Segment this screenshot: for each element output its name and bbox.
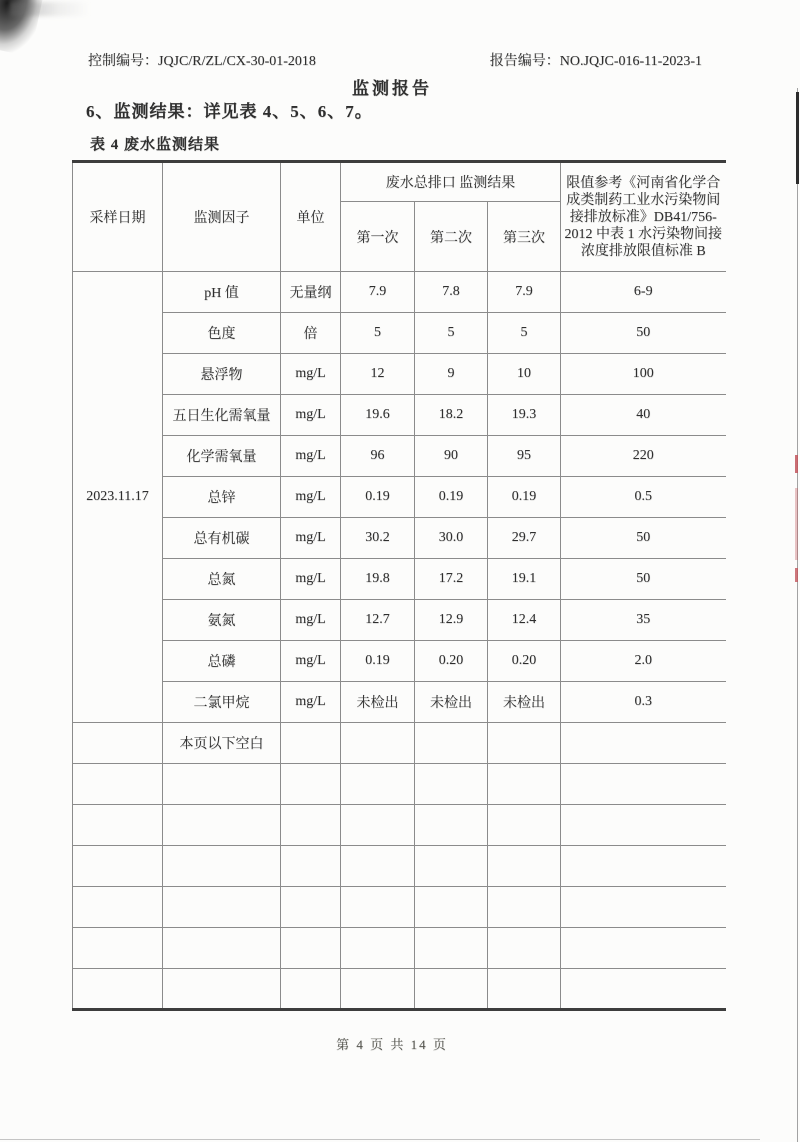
factor-cell: pH 值 (163, 272, 281, 313)
empty-cell (488, 969, 561, 1010)
empty-cell (281, 928, 341, 969)
empty-cell (281, 723, 341, 764)
factor-cell: 总有机碳 (163, 518, 281, 559)
unit-cell: 无量纲 (281, 272, 341, 313)
empty-cell (561, 969, 726, 1010)
result-1-cell: 12.7 (341, 600, 415, 641)
unit-cell: mg/L (281, 354, 341, 395)
page-number-footer: 第 4 页 共 14 页 (336, 1037, 448, 1052)
wastewater-results-table (72, 160, 726, 1011)
empty-cell (341, 969, 415, 1010)
result-2-cell: 17.2 (415, 559, 488, 600)
empty-cell (163, 969, 281, 1010)
limit-cell: 50 (561, 518, 726, 559)
empty-cell (488, 846, 561, 887)
result-2-cell: 0.20 (415, 641, 488, 682)
factor-cell: 氨氮 (163, 600, 281, 641)
result-3-cell: 29.7 (488, 518, 561, 559)
result-1-cell: 19.8 (341, 559, 415, 600)
result-3-cell: 19.3 (488, 395, 561, 436)
result-2-cell: 90 (415, 436, 488, 477)
empty-cell (73, 846, 163, 887)
table-header (73, 162, 726, 272)
empty-cell (281, 805, 341, 846)
empty-cell (415, 969, 488, 1010)
header-run-2: 第二次 (415, 202, 488, 272)
empty-cell (281, 846, 341, 887)
data-row (73, 272, 726, 313)
empty-cell (73, 887, 163, 928)
header-outlet-group: 废水总排口 监测结果 (341, 162, 561, 202)
header-sample-date: 采样日期 (73, 162, 163, 272)
data-row (73, 559, 726, 600)
result-1-cell: 7.9 (341, 272, 415, 313)
result-1-cell: 5 (341, 313, 415, 354)
data-row (73, 518, 726, 559)
unit-cell: mg/L (281, 641, 341, 682)
header-row-1 (73, 162, 726, 202)
limit-cell: 2.0 (561, 641, 726, 682)
result-2-cell: 9 (415, 354, 488, 395)
limit-cell: 100 (561, 354, 726, 395)
empty-cell (163, 764, 281, 805)
data-row (73, 313, 726, 354)
empty-cell (281, 969, 341, 1010)
empty-cell (561, 928, 726, 969)
result-3-cell: 0.20 (488, 641, 561, 682)
factor-cell: 色度 (163, 313, 281, 354)
data-row (73, 641, 726, 682)
empty-cell (488, 928, 561, 969)
unit-cell: mg/L (281, 518, 341, 559)
limit-cell: 0.3 (561, 682, 726, 723)
empty-cell (163, 846, 281, 887)
empty-cell (561, 723, 726, 764)
result-2-cell: 18.2 (415, 395, 488, 436)
table-caption: 表 4 废水监测结果 (90, 137, 221, 153)
limit-cell: 50 (561, 559, 726, 600)
result-1-cell: 未检出 (341, 682, 415, 723)
result-2-cell: 12.9 (415, 600, 488, 641)
limit-cell: 0.5 (561, 477, 726, 518)
empty-cell (488, 887, 561, 928)
empty-cell (561, 846, 726, 887)
results-table-body (73, 272, 726, 1010)
factor-cell: 二氯甲烷 (163, 682, 281, 723)
factor-cell: 五日生化需氧量 (163, 395, 281, 436)
header-limit-reference: 限值参考《河南省化学合成类制药工业水污染物间接排放标准》DB41/756-2012 中表 1 水污染物间接浓度排放限值标准 B (561, 162, 726, 272)
data-row (73, 477, 726, 518)
result-1-cell: 19.6 (341, 395, 415, 436)
empty-row (73, 805, 726, 846)
empty-cell (73, 723, 163, 764)
unit-cell: mg/L (281, 559, 341, 600)
factor-cell: 总氮 (163, 559, 281, 600)
empty-cell (73, 928, 163, 969)
empty-cell (163, 805, 281, 846)
result-3-cell: 10 (488, 354, 561, 395)
empty-cell (415, 805, 488, 846)
empty-cell (341, 723, 415, 764)
result-2-cell: 7.8 (415, 272, 488, 313)
empty-cell (281, 887, 341, 928)
result-3-cell: 95 (488, 436, 561, 477)
empty-row (73, 969, 726, 1010)
control-number: 控制编号：JQJC/R/ZL/CX-30-01-2018 (88, 54, 316, 69)
empty-cell (281, 764, 341, 805)
empty-cell (163, 928, 281, 969)
result-3-cell: 5 (488, 313, 561, 354)
data-row (73, 436, 726, 477)
empty-cell (163, 887, 281, 928)
empty-row (73, 764, 726, 805)
scan-smudge-artifact (10, 2, 90, 16)
empty-cell (341, 805, 415, 846)
factor-cell: 总锌 (163, 477, 281, 518)
empty-cell (415, 887, 488, 928)
result-1-cell: 0.19 (341, 477, 415, 518)
factor-cell: 悬浮物 (163, 354, 281, 395)
data-row (73, 395, 726, 436)
red-bleed-mark (795, 568, 798, 582)
empty-cell (341, 928, 415, 969)
empty-row (73, 846, 726, 887)
result-1-cell: 30.2 (341, 518, 415, 559)
unit-cell: mg/L (281, 600, 341, 641)
scan-bottom-edge-line (0, 1139, 760, 1140)
result-1-cell: 96 (341, 436, 415, 477)
limit-cell: 40 (561, 395, 726, 436)
result-2-cell: 未检出 (415, 682, 488, 723)
unit-cell: mg/L (281, 436, 341, 477)
unit-cell: mg/L (281, 477, 341, 518)
header-run-3: 第三次 (488, 202, 561, 272)
empty-cell (488, 723, 561, 764)
empty-cell (561, 887, 726, 928)
empty-cell (73, 969, 163, 1010)
sample-date-cell: 2023.11.17 (73, 272, 163, 723)
empty-cell (561, 764, 726, 805)
limit-cell: 35 (561, 600, 726, 641)
result-3-cell: 19.1 (488, 559, 561, 600)
unit-cell: mg/L (281, 395, 341, 436)
page-edge-line (797, 88, 798, 1142)
header-unit: 单位 (281, 162, 341, 272)
empty-cell (341, 846, 415, 887)
page-edge-dark-segment (796, 92, 799, 184)
result-2-cell: 5 (415, 313, 488, 354)
document-meta-row (88, 50, 702, 70)
result-3-cell: 7.9 (488, 272, 561, 313)
report-number: 报告编号：NO.JQJC-016-11-2023-1 (489, 54, 702, 69)
header-factor: 监测因子 (163, 162, 281, 272)
result-2-cell: 30.0 (415, 518, 488, 559)
result-3-cell: 0.19 (488, 477, 561, 518)
empty-cell (488, 764, 561, 805)
empty-row (73, 887, 726, 928)
empty-cell (341, 764, 415, 805)
empty-cell (73, 764, 163, 805)
empty-cell (415, 723, 488, 764)
result-1-cell: 0.19 (341, 641, 415, 682)
document-title: 监测报告 (352, 79, 432, 98)
empty-cell (73, 805, 163, 846)
blank-note-cell: 本页以下空白 (163, 723, 281, 764)
factor-cell: 化学需氧量 (163, 436, 281, 477)
data-row (73, 354, 726, 395)
limit-cell: 50 (561, 313, 726, 354)
empty-cell (341, 887, 415, 928)
result-2-cell: 0.19 (415, 477, 488, 518)
unit-cell: mg/L (281, 682, 341, 723)
result-3-cell: 12.4 (488, 600, 561, 641)
red-bleed-mark (795, 455, 798, 473)
blank-note-row (73, 723, 726, 764)
empty-cell (415, 928, 488, 969)
limit-cell: 6-9 (561, 272, 726, 313)
empty-cell (415, 764, 488, 805)
empty-cell (415, 846, 488, 887)
result-3-cell: 未检出 (488, 682, 561, 723)
data-row (73, 600, 726, 641)
empty-cell (561, 805, 726, 846)
section-heading: 6、监测结果：详见表 4、5、6、7。 (86, 102, 373, 121)
red-bleed-mark (795, 488, 798, 560)
factor-cell: 总磷 (163, 641, 281, 682)
data-row (73, 682, 726, 723)
header-run-1: 第一次 (341, 202, 415, 272)
empty-row (73, 928, 726, 969)
limit-cell: 220 (561, 436, 726, 477)
empty-cell (488, 805, 561, 846)
unit-cell: 倍 (281, 313, 341, 354)
result-1-cell: 12 (341, 354, 415, 395)
